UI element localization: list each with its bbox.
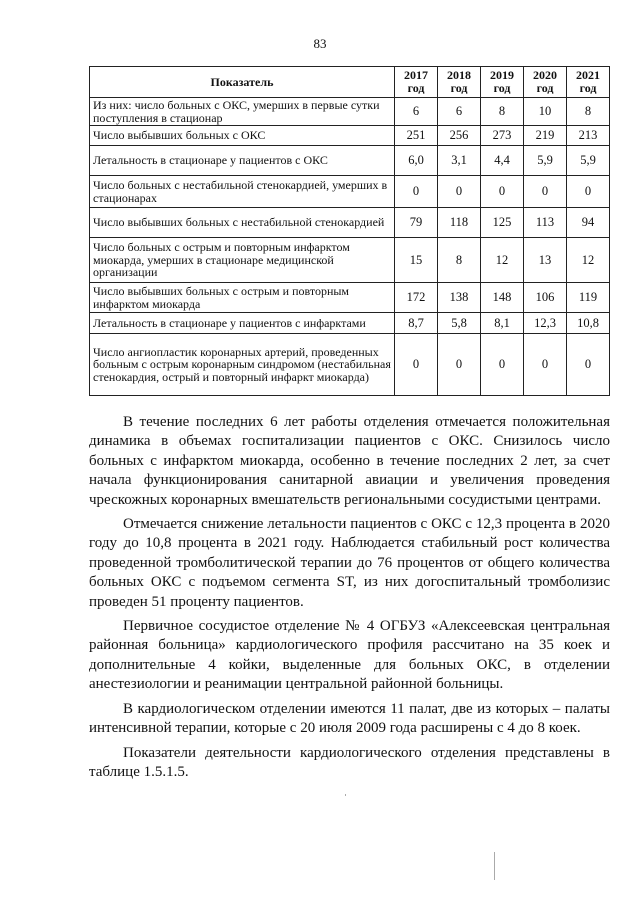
statistics-table [89,66,610,396]
table-cell: 8 [481,98,524,126]
table-cell: 10,8 [567,313,610,334]
year-unit: год [407,81,425,95]
indicator-column-header: Показатель [90,67,395,98]
year-unit: год [579,81,597,95]
table-cell: 148 [481,283,524,313]
year-column-header [395,67,438,98]
row-label: Число ангиопластик коронарных артерий, проведенных больным с острым коронарным синдромом (нестабильная стенокардия, острый и повторный инфаркт миокарда) [90,334,395,396]
table-cell: 6 [395,98,438,126]
year-column-header [481,67,524,98]
scan-artifact [494,852,495,880]
table-cell: 219 [524,126,567,146]
table-cell: 5,9 [567,146,610,176]
table-cell: 113 [524,208,567,238]
year-label: 2021 [576,68,600,82]
row-label: Из них: число больных с ОКС, умерших в первые сутки поступления в стационар [90,98,395,126]
table-cell: 0 [524,334,567,396]
table-cell: 5,9 [524,146,567,176]
table-cell: 273 [481,126,524,146]
table-cell: 15 [395,238,438,283]
table-cell: 6,0 [395,146,438,176]
table-cell: 12 [481,238,524,283]
table-row [90,208,610,238]
table-cell: 172 [395,283,438,313]
paragraph: Показатели деятельности кардиологического отделения представлены в таблице 1.5.1.5. [89,744,610,780]
table-cell: 12 [567,238,610,283]
table-cell: 8,7 [395,313,438,334]
year-unit: год [450,81,468,95]
table-row [90,283,610,313]
table-cell: 0 [438,176,481,208]
row-label: Число выбывших больных с острым и повторным инфарктом миокарда [90,283,395,313]
table-cell: 251 [395,126,438,146]
table-cell: 0 [524,176,567,208]
table-row [90,176,610,208]
table-cell: 8 [567,98,610,126]
table-cell: 13 [524,238,567,283]
scan-artifact [345,794,346,796]
table-cell: 138 [438,283,481,313]
table-cell: 0 [395,176,438,208]
table-header-row [90,67,610,98]
row-label: Летальность в стационаре у пациентов с ОКС [90,146,395,176]
table-cell: 125 [481,208,524,238]
paragraph: В течение последних 6 лет работы отделения отмечается положительная динамика в объемах госпитализации пациентов с ОКС. Снизилось число больных с инфарктом миокарда, особенно в течение последних 2 лет, за счет начала функционирования санитарной авиации и увеличения проведения чрескожных коронарных вмешательств региональными сосудистыми центрами. [89,414,610,508]
table-cell: 106 [524,283,567,313]
body-text [89,413,610,787]
table-cell: 0 [567,334,610,396]
table-cell: 12,3 [524,313,567,334]
year-label: 2019 [490,68,514,82]
table-cell: 10 [524,98,567,126]
table-row [90,313,610,334]
paragraph: Отмечается снижение летальности пациентов с ОКС с 12,3 процента в 2020 году до 10,8 процента в 2021 году. Наблюдается стабильный рост количества проведенной тромболитической терапии до 76 процентов от общего количества больных ОКС с подъемом сегмента ST, из них догоспитальный тромболизис проведен 51 проценту пациентов. [89,516,610,610]
table-cell: 0 [395,334,438,396]
year-column-header [567,67,610,98]
table-cell: 256 [438,126,481,146]
table-cell: 0 [567,176,610,208]
year-column-header [438,67,481,98]
row-label: Число больных с нестабильной стенокардией, умерших в стационарах [90,176,395,208]
table-cell: 0 [481,176,524,208]
year-label: 2020 [533,68,557,82]
row-label: Число выбывших больных с нестабильной стенокардией [90,208,395,238]
table-cell: 5,8 [438,313,481,334]
table-cell: 8,1 [481,313,524,334]
year-label: 2018 [447,68,471,82]
table-cell: 0 [481,334,524,396]
year-label: 2017 [404,68,428,82]
row-label: Летальность в стационаре у пациентов с инфарктами [90,313,395,334]
page-number: 83 [313,36,327,51]
year-unit: год [536,81,554,95]
table-cell: 94 [567,208,610,238]
year-unit: год [493,81,511,95]
table-cell: 3,1 [438,146,481,176]
table-cell: 6 [438,98,481,126]
year-column-header [524,67,567,98]
table-cell: 119 [567,283,610,313]
table-cell: 0 [438,334,481,396]
table-row [90,238,610,283]
paragraph: Первичное сосудистое отделение № 4 ОГБУЗ «Алексеевская центральная районная больница» кардиологического профиля рассчитано на 35 коек и дополнительные 4 койки, выделенные для больных ОКС, в отделении анестезиологии и реанимации центральной районной больницы. [89,618,610,693]
table-cell: 118 [438,208,481,238]
table-row [90,98,610,126]
table-cell: 213 [567,126,610,146]
row-label: Число выбывших больных с ОКС [90,126,395,146]
paragraph: В кардиологическом отделении имеются 11 палат, две из которых – палаты интенсивной терапии, которые с 20 июля 2009 года расширены с 4 до 8 коек. [89,700,610,737]
table-row [90,334,610,396]
table-cell: 4,4 [481,146,524,176]
table-row [90,126,610,146]
table-row [90,146,610,176]
table-cell: 8 [438,238,481,283]
row-label: Число больных с острым и повторным инфарктом миокарда, умерших в стационаре медицинской организации [90,238,395,283]
table-cell: 79 [395,208,438,238]
